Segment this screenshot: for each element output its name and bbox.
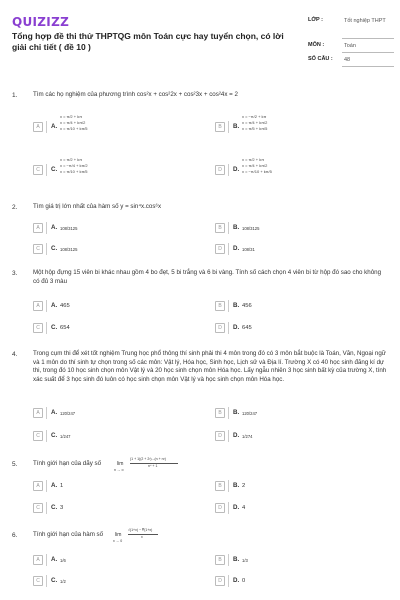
option-letter: B. — [233, 123, 240, 130]
option-box: A — [33, 223, 43, 233]
option-letter: C. — [51, 504, 58, 511]
limit-subscript: x → 0 — [113, 539, 123, 543]
option-letter: A. — [51, 123, 58, 130]
option-letter: B. — [233, 302, 240, 309]
option-value: 1/3 — [242, 558, 248, 563]
option-value: 1/2 — [60, 579, 66, 584]
option-c[interactable] — [33, 502, 193, 514]
option-box: B — [215, 301, 225, 311]
option-box: C — [33, 323, 43, 333]
option-letter: C. — [51, 324, 58, 331]
option-letter: C. — [51, 577, 58, 584]
option-value: 108/3125 — [242, 226, 260, 231]
option-value: 654 — [60, 324, 70, 331]
option-c[interactable] — [33, 243, 193, 255]
option-box: B — [215, 555, 225, 565]
option-a[interactable] — [33, 114, 193, 133]
meta-value: Toán — [344, 43, 356, 49]
option-letter: B. — [233, 482, 240, 489]
option-letter: D. — [233, 504, 240, 511]
question-text: Tính giới hạn của dãy số — [33, 460, 102, 467]
option-formula: x = −π/2 + kπ x = π/4 + kπ/2 x = π/5 + kπ/5 — [242, 114, 268, 131]
question-text: Tìm giá trị lớn nhất của hàm số y = sin⁴x.cos⁶x — [33, 203, 162, 210]
question-number: 6. — [12, 532, 18, 539]
meta-row-subject — [308, 39, 394, 53]
option-letter: D. — [233, 166, 240, 173]
option-box: C — [33, 244, 43, 254]
meta-row-count — [308, 53, 394, 67]
question-text: Tính giới hạn của hàm số — [33, 531, 104, 538]
limit-symbol: lim — [117, 461, 124, 467]
option-letter: D. — [233, 432, 240, 439]
option-box: C — [33, 431, 43, 441]
option-box: D — [215, 576, 225, 586]
question-text: Tìm các họ nghiệm của phương trình cos²x + cos²2x + cos²3x + cos²4x = 2 — [33, 91, 238, 98]
option-value: 645 — [242, 324, 252, 331]
option-value: 120/247 — [242, 411, 258, 416]
option-letter: D. — [233, 245, 240, 252]
option-b[interactable] — [215, 554, 385, 566]
option-b[interactable] — [215, 300, 385, 312]
option-value: 108/31 — [242, 247, 255, 252]
meta-value: Tốt nghiệp THPT — [344, 18, 386, 24]
option-a[interactable] — [33, 300, 193, 312]
option-d[interactable] — [215, 575, 385, 587]
option-c[interactable] — [33, 157, 193, 176]
option-a[interactable] — [33, 222, 193, 234]
option-d[interactable] — [215, 243, 385, 255]
option-value: 4 — [242, 504, 246, 511]
option-a[interactable] — [33, 407, 193, 419]
option-letter: A. — [51, 482, 58, 489]
option-a[interactable] — [33, 554, 193, 566]
option-formula: x = π/2 + kπ x = π/4 + kπ/2 x = π/10 + kπ/5 — [60, 114, 88, 131]
option-a[interactable] — [33, 480, 193, 492]
option-letter: A. — [51, 302, 58, 309]
option-c[interactable] — [33, 430, 193, 442]
limit-numerator: √(1+x) − ∛(1+x) — [128, 528, 153, 532]
option-box: D — [215, 244, 225, 254]
option-box: C — [33, 503, 43, 513]
worksheet-meta — [308, 14, 394, 67]
option-value: 108/3125 — [60, 247, 78, 252]
option-letter: A. — [51, 556, 58, 563]
option-formula: x = π/2 + kπ x = −π/4 + kπ/2 x = π/10 + kπ/5 — [60, 157, 88, 174]
question-number: 5. — [12, 461, 18, 468]
option-box: D — [215, 165, 225, 175]
option-value: 1 — [60, 482, 64, 489]
option-b[interactable] — [215, 480, 385, 492]
option-d[interactable] — [215, 157, 385, 176]
option-d[interactable] — [215, 322, 385, 334]
option-c[interactable] — [33, 575, 193, 587]
option-box: B — [215, 408, 225, 418]
option-box: C — [33, 576, 43, 586]
option-box: A — [33, 122, 43, 132]
meta-value: 48 — [344, 57, 351, 63]
option-box: A — [33, 481, 43, 491]
option-value: 0 — [242, 577, 246, 584]
question-number: 2. — [12, 204, 18, 211]
option-box: D — [215, 503, 225, 513]
option-letter: D. — [233, 324, 240, 331]
option-box: A — [33, 301, 43, 311]
option-value: 1/274 — [242, 434, 253, 439]
option-letter: C. — [51, 245, 58, 252]
worksheet-title: Tổng hợp đề thi thử THPTQG môn Toán cực hay tuyển chọn, có lời giải chi tiết ( đề 10 ) — [12, 31, 284, 52]
limit-denominator: n⁴ + 1 — [148, 464, 158, 468]
option-b[interactable] — [215, 407, 385, 419]
option-letter: D. — [233, 577, 240, 584]
question-number: 4. — [12, 351, 18, 358]
meta-label: SỐ CÂU : — [308, 56, 333, 62]
option-b[interactable] — [215, 114, 385, 133]
option-b[interactable] — [215, 222, 385, 234]
option-letter: A. — [51, 409, 58, 416]
option-value: 2 — [242, 482, 246, 489]
option-c[interactable] — [33, 322, 193, 334]
option-box: D — [215, 323, 225, 333]
limit-denominator: x — [141, 535, 143, 539]
option-d[interactable] — [215, 502, 385, 514]
option-value: 108/3125 — [60, 226, 78, 231]
option-letter: C. — [51, 432, 58, 439]
question-text: Một hộp đựng 15 viên bi khác nhau gồm 4 bo đẹt, 5 bi trắng và 6 bi vàng. Tính số cách chọn 4 viên bi từ hộp đó sao cho không có đủ 3 màu — [33, 269, 382, 285]
option-letter: B. — [233, 224, 240, 231]
option-value: 456 — [242, 302, 252, 309]
option-letter: B. — [233, 556, 240, 563]
option-box: A — [33, 555, 43, 565]
option-value: 3 — [60, 504, 64, 511]
option-box: A — [33, 408, 43, 418]
question-number: 3. — [12, 270, 18, 277]
meta-row-class — [308, 14, 394, 39]
option-box: B — [215, 481, 225, 491]
option-d[interactable] — [215, 430, 385, 442]
worksheet-header — [0, 0, 400, 74]
option-value: 120/247 — [60, 411, 76, 416]
option-value: 1/247 — [60, 434, 71, 439]
option-value: 465 — [60, 302, 70, 309]
question-number: 1. — [12, 92, 18, 99]
question-text: Trong cụm thi để xét tốt nghiệm Trung học phổ thông thí sinh phải thi 4 môn trong đó có 3 môn bắt buộc là Toán, Văn, Ngoại ngữ và 1 môn do thí sinh tự chọn trong số các môn: Vật lý, Hóa học, Sinh học, Lịch sử và Địa lí. Trường X có 40 học sinh đăng kí dự thi, trong đó 10 học sinh chọn môn Vật lý và 20 học sinh chọn môn Hóa học. Lấy ngẫu nhiên 3 học sinh bất kỳ của trường X, tính xác suất để 3 học sinh đó luôn có học sinh chọn môn Vật lý và học sinh chọn môn Hóa học. — [33, 350, 387, 383]
option-formula: x = π/2 + kπ x = π/4 + kπ/2 x = −π/10 + kπ/5 — [242, 157, 272, 174]
option-letter: B. — [233, 409, 240, 416]
option-box: B — [215, 223, 225, 233]
meta-label: MÔN : — [308, 42, 325, 48]
option-value: 1/6 — [60, 558, 66, 563]
option-box: C — [33, 165, 43, 175]
limit-numerator: (1 + 1)(2 + 2³)...(n + n³) — [130, 457, 166, 461]
quizizz-logo: QUIZIZZ — [12, 15, 70, 29]
meta-label: LỚP : — [308, 17, 323, 23]
limit-subscript: n → ∞ — [114, 468, 124, 472]
option-box: D — [215, 431, 225, 441]
limit-symbol: lim — [115, 532, 122, 538]
option-box: B — [215, 122, 225, 132]
option-letter: A. — [51, 224, 58, 231]
option-letter: C. — [51, 166, 58, 173]
